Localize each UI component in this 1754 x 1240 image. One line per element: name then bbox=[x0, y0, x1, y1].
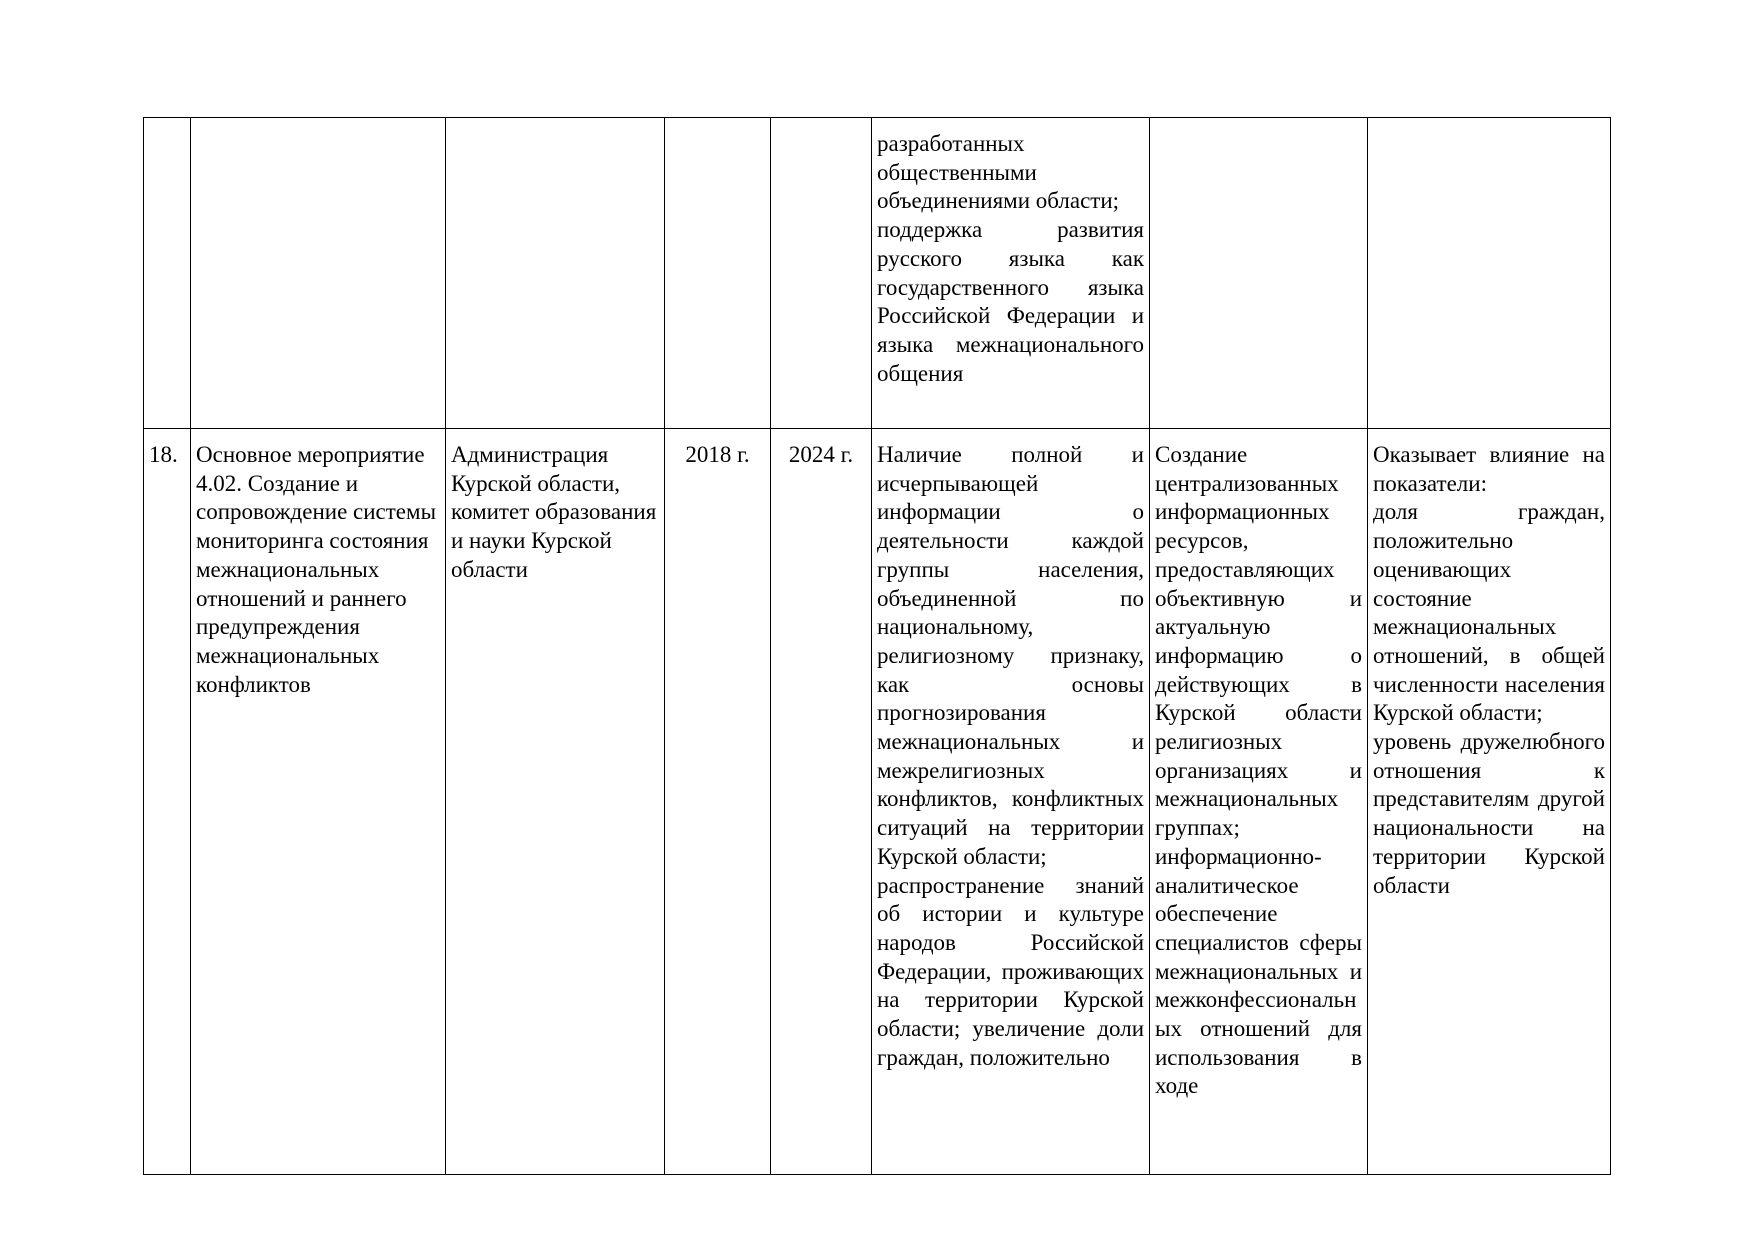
indicator-paragraph: доля граждан, положительно оценивающих состояние межнациональных отношений, в общей численности населения Курской области; bbox=[1373, 499, 1605, 726]
cell-result-continued bbox=[872, 118, 1150, 429]
result-paragraph: распространение знаний об истории и культуре народов Российской Федерации, проживающих на территории Курской области; увеличение доли граждан, положительно bbox=[877, 872, 1144, 1070]
main-content bbox=[1150, 429, 1368, 1175]
result-paragraph: Наличие полной и исчерпывающей информации о деятельности каждой группы населения, объединенной по национальному, религиозному признаку, как основы прогнозирования межнациональных и межрелигиозных конфликтов, конфликтных ситуаций на территории Курской области; bbox=[877, 442, 1144, 869]
executors: Администрация Курской области, комитет образования и науки Курской области bbox=[446, 429, 665, 1175]
cell-empty bbox=[144, 118, 191, 429]
result-paragraph: разработанных общественными объединениями области; bbox=[877, 131, 1120, 214]
start-year: 2018 г. bbox=[665, 429, 771, 1175]
indicator-paragraph: уровень дружелюбного отношения к представителям другой национальности на территории Курской области bbox=[1373, 729, 1605, 898]
cell-empty bbox=[771, 118, 872, 429]
cell-empty bbox=[665, 118, 771, 429]
measures-table bbox=[143, 117, 1611, 1175]
measure-title: Основное мероприятие 4.02. Создание и сопровождение системы мониторинга состояния межнациональных отношений и раннего предупреждения межнациональных конфликтов bbox=[191, 429, 446, 1175]
result-paragraph: поддержка развития русского языка как государственного языка Российской Федерации и языка межнационального общения bbox=[877, 217, 1144, 386]
row-number: 18. bbox=[144, 429, 191, 1175]
table-row bbox=[144, 429, 1611, 1175]
indicators bbox=[1368, 429, 1611, 1175]
cell-empty bbox=[446, 118, 665, 429]
expected-result bbox=[872, 429, 1150, 1175]
table-row bbox=[144, 118, 1611, 429]
cell-empty bbox=[191, 118, 446, 429]
content-paragraph: информационно-аналитическое обеспечение специалистов сферы межнациональных и межконфессиональных отношений для использования в ходе bbox=[1155, 843, 1362, 1099]
content-paragraph: Создание централизованных информационных ресурсов, предоставляющих объективную и актуальную информацию о действующих в Курской области религиозных организациях и межнациональных группах; bbox=[1155, 442, 1362, 841]
indicator-paragraph: Оказывает влияние на показатели: bbox=[1373, 442, 1605, 496]
cell-empty bbox=[1150, 118, 1368, 429]
cell-empty bbox=[1368, 118, 1611, 429]
end-year: 2024 г. bbox=[771, 429, 872, 1175]
